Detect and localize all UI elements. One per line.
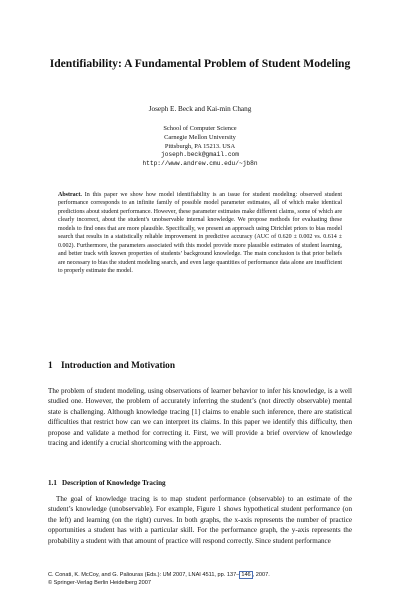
affiliation-school: School of Computer Science: [163, 125, 237, 132]
citation-suffix: , 2007.: [252, 572, 270, 578]
copyright-line: © Springer-Verlag Berlin Heidelberg 2007: [48, 579, 152, 586]
citation-page-link[interactable]: 146: [241, 572, 251, 578]
abstract-text: In this paper we show how model identifiability is an issue for student modeling: observed student performance corresponds to an infinite family of possible model parameter estimates, all of which make identical predictions about student performance. However, these parameter estimates make different claims, some of which are clearly incorrect, about the student’s unobservable internal knowledge. We propose methods for evaluating these models to find ones that are more plausible. Specifically, we present an approach using Dirichlet priors to bias model search that results in a statistically reliable improvement in predictive accuracy (AUC of 0.620 ± 0.002 vs. 0.614 ± 0.002). Furthermore, the parameters associated with this model provide more plausible estimates of student learning, and better track with known properties of students’ background knowledge. The main conclusion is that prior beliefs are necessary to bias the student modeling search, and even large quantities of performance data alone are insufficient to properly estimate the model.: [58, 192, 342, 275]
section-1-paragraph: The problem of student modeling, using observations of learner behavior to infer his knowledge, is a well studied one. However, the problem of accurately inferring the student’s (not directly observable) mental state is challenging. Although knowledge tracing [1] claims to enable such inference, there are statistical difficulties that restrict how can we can interpret its claims. In this paper we identify this difficulty, then propose and validate a method for correcting it. First, we will provide a brief overview of knowledge tracing and identify a crucial shortcoming with the approach.: [48, 387, 352, 448]
affiliation-university: Carnegie Mellon University: [164, 133, 236, 141]
author-url: http://www.andrew.cmu.edu/~jb8n: [142, 160, 258, 168]
citation-prefix: C. Conati, K. McCoy, and G. Paliouras (Eds.): UM 2007, LNAI 4511, pp. 137–: [48, 572, 240, 578]
abstract-label: Abstract.: [58, 192, 82, 198]
paper-title: Identifiability: A Fundamental Problem of Student Modeling: [49, 57, 351, 70]
affiliation-city: Pittsburgh, PA 15213. USA: [164, 142, 236, 150]
page-footer: [48, 572, 352, 587]
citation-line: [48, 572, 352, 580]
subsection-1-1-number: 1.1: [48, 479, 57, 487]
author-email: joseph.beck@gmail.com: [161, 151, 239, 159]
subsection-1-1-title: Description of Knowledge Tracing: [62, 479, 166, 487]
author-affiliation: [48, 125, 352, 169]
section-1-number: 1: [48, 361, 53, 371]
subsection-1-1-paragraph: The goal of knowledge tracing is to map student performance (observable) to an estimate of the student’s knowledge (unobservable). For example, Figure 1 shows hypothetical student performance (on the left) and learning (on the right) curves. In both graphs, the x-axis represents the number of practice opportunities a student has with a particular skill. For the performance graph, the y-axis represents the probability a student with that amount of practice will respond correctly. Since student performance: [48, 495, 352, 545]
section-1-title: Introduction and Motivation: [61, 361, 175, 371]
abstract: [58, 191, 342, 276]
subsection-1-1-heading: [48, 478, 166, 488]
paper-authors: Joseph E. Beck and Kai-min Chang: [148, 105, 252, 113]
section-1-heading: [48, 360, 175, 372]
